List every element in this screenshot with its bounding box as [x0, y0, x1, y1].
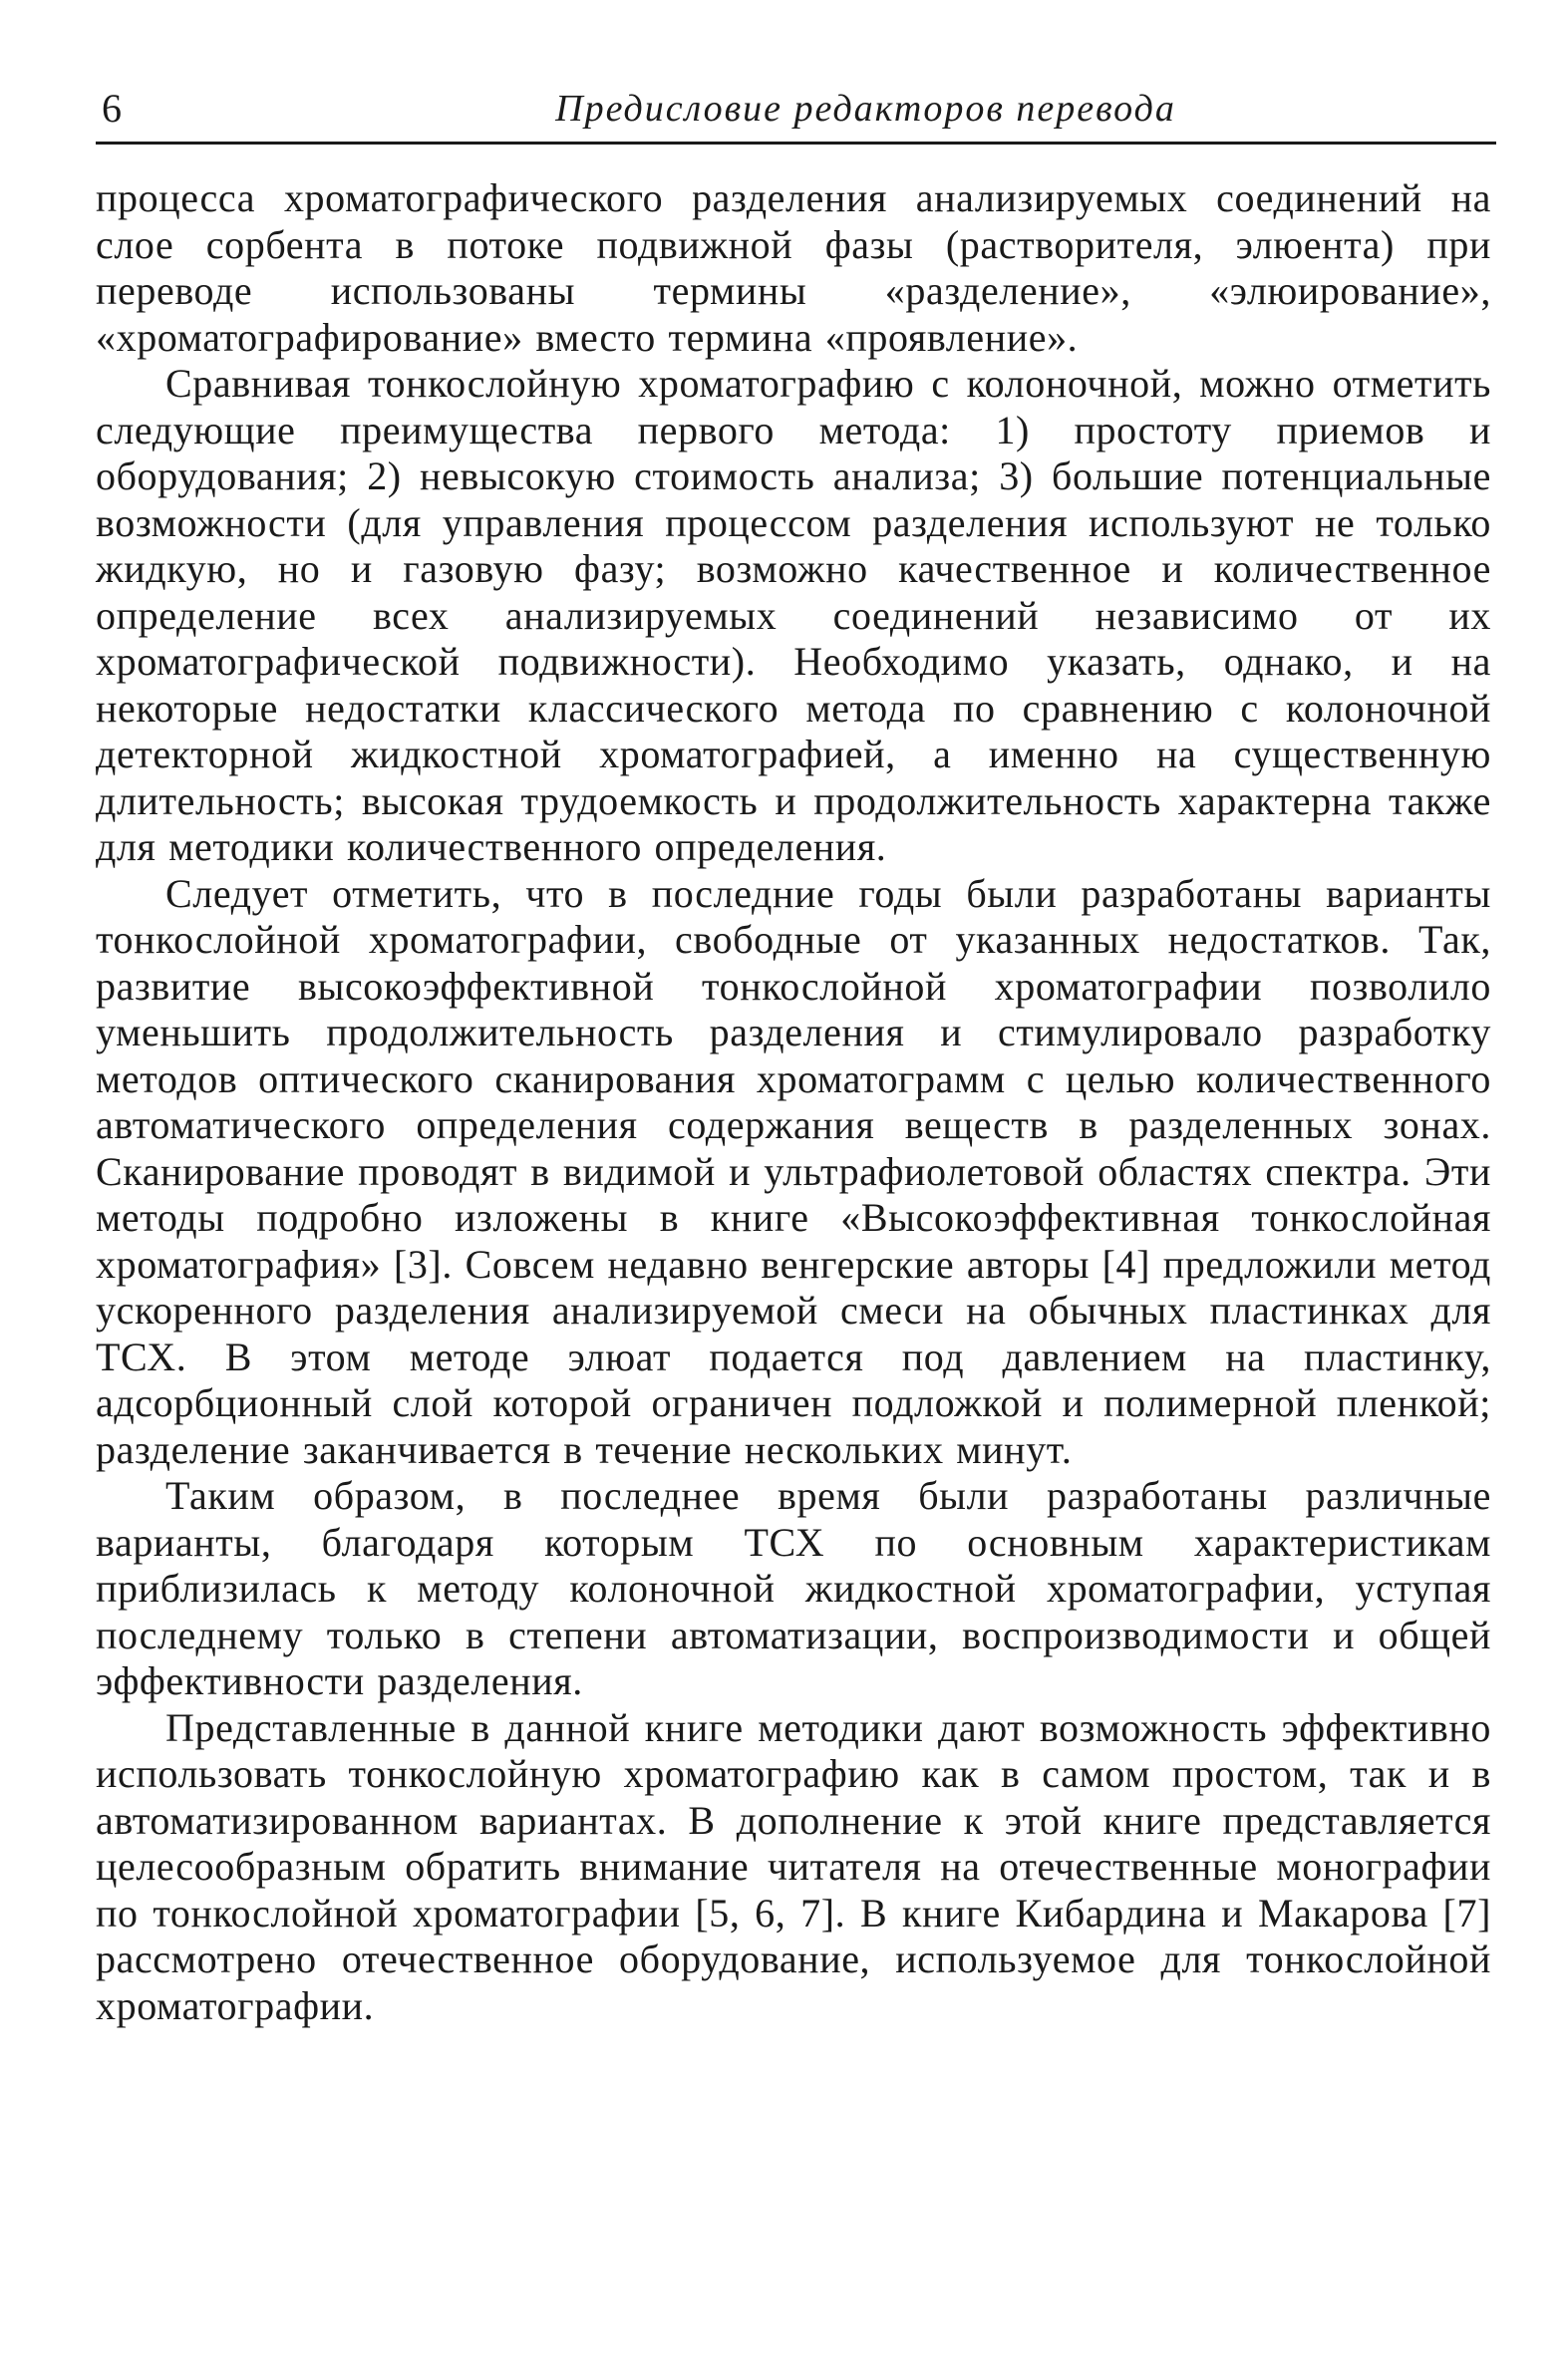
- paragraph-3: Следует отметить, что в последние годы были разработаны варианты тонкослойной хроматографии, свободные от указанных недостатков. Так, развитие высокоэффективной тонкослойной хроматографии позволило уменьшить продолжительность разделения и стимулировало разработку методов оптического сканирования хроматограмм с целью количественного автоматического определения содержания веществ в разделенных зонах. Сканирование проводят в видимой и ультрафиолетовой областях спектра. Эти методы подробно изложены в книге «Высокоэффективная тонкослойная хроматография» [3]. Совсем недавно венгерские авторы [4] предложили метод ускоренного разделения анализируемой смеси на обычных пластинках для ТСХ. В этом методе элюат подается под давлением на пластинку, адсорбционный слой которой ограничен подложкой и полимерной пленкой; разделение заканчивается в течение нескольких минут.: [96, 870, 1491, 1472]
- paragraph-1: процесса хроматографического разделения анализируемых соединений на слое сорбента в потоке подвижной фазы (растворителя, элюента) при переводе использованы термины «разделение», «элюирование», «хроматографирование» вместо термина «проявление».: [96, 175, 1491, 360]
- page-number: 6: [102, 86, 122, 131]
- running-title: Предисловие редакторов перевода: [555, 88, 1176, 130]
- body-text: [96, 175, 1491, 2029]
- page-header: [96, 78, 1496, 145]
- paragraph-4: Таким образом, в последнее время были разработаны различные варианты, благодаря которым ТСХ по основным характеристикам приблизилась к методу колоночной жидкостной хроматографии, уступая последнему только в степени автоматизации, воспроизводимости и общей эффективности разделения.: [96, 1473, 1491, 1703]
- paragraph-5: Представленные в данной книге методики дают возможность эффективно использовать тонкослойную хроматографию как в самом простом, так и в автоматизированном вариантах. В дополнение к этой книге представляется целесообразным обратить внимание читателя на отечественные монографии по тонкослойной хроматографии [5, 6, 7]. В книге Кибардина и Макарова [7] рассмотрено отечественное оборудование, используемое для тонкослойной хроматографии.: [96, 1704, 1491, 2028]
- paragraph-2: Сравнивая тонкослойную хроматографию с колоночной, можно отметить следующие преимущества первого метода: 1) простоту приемов и оборудования; 2) невысокую стоимость анализа; 3) большие потенциальные возможности (для управления процессом разделения используют не только жидкую, но и газовую фазу; возможно качественное и количественное определение всех анализируемых соединений независимо от их хроматографической подвижности). Необходимо указать, однако, и на некоторые недостатки классического метода по сравнению с колоночной детекторной жидкостной хроматографией, а именно на существенную длительность; высокая трудоемкость и продолжительность характерна также для методики количественного определения.: [96, 361, 1491, 869]
